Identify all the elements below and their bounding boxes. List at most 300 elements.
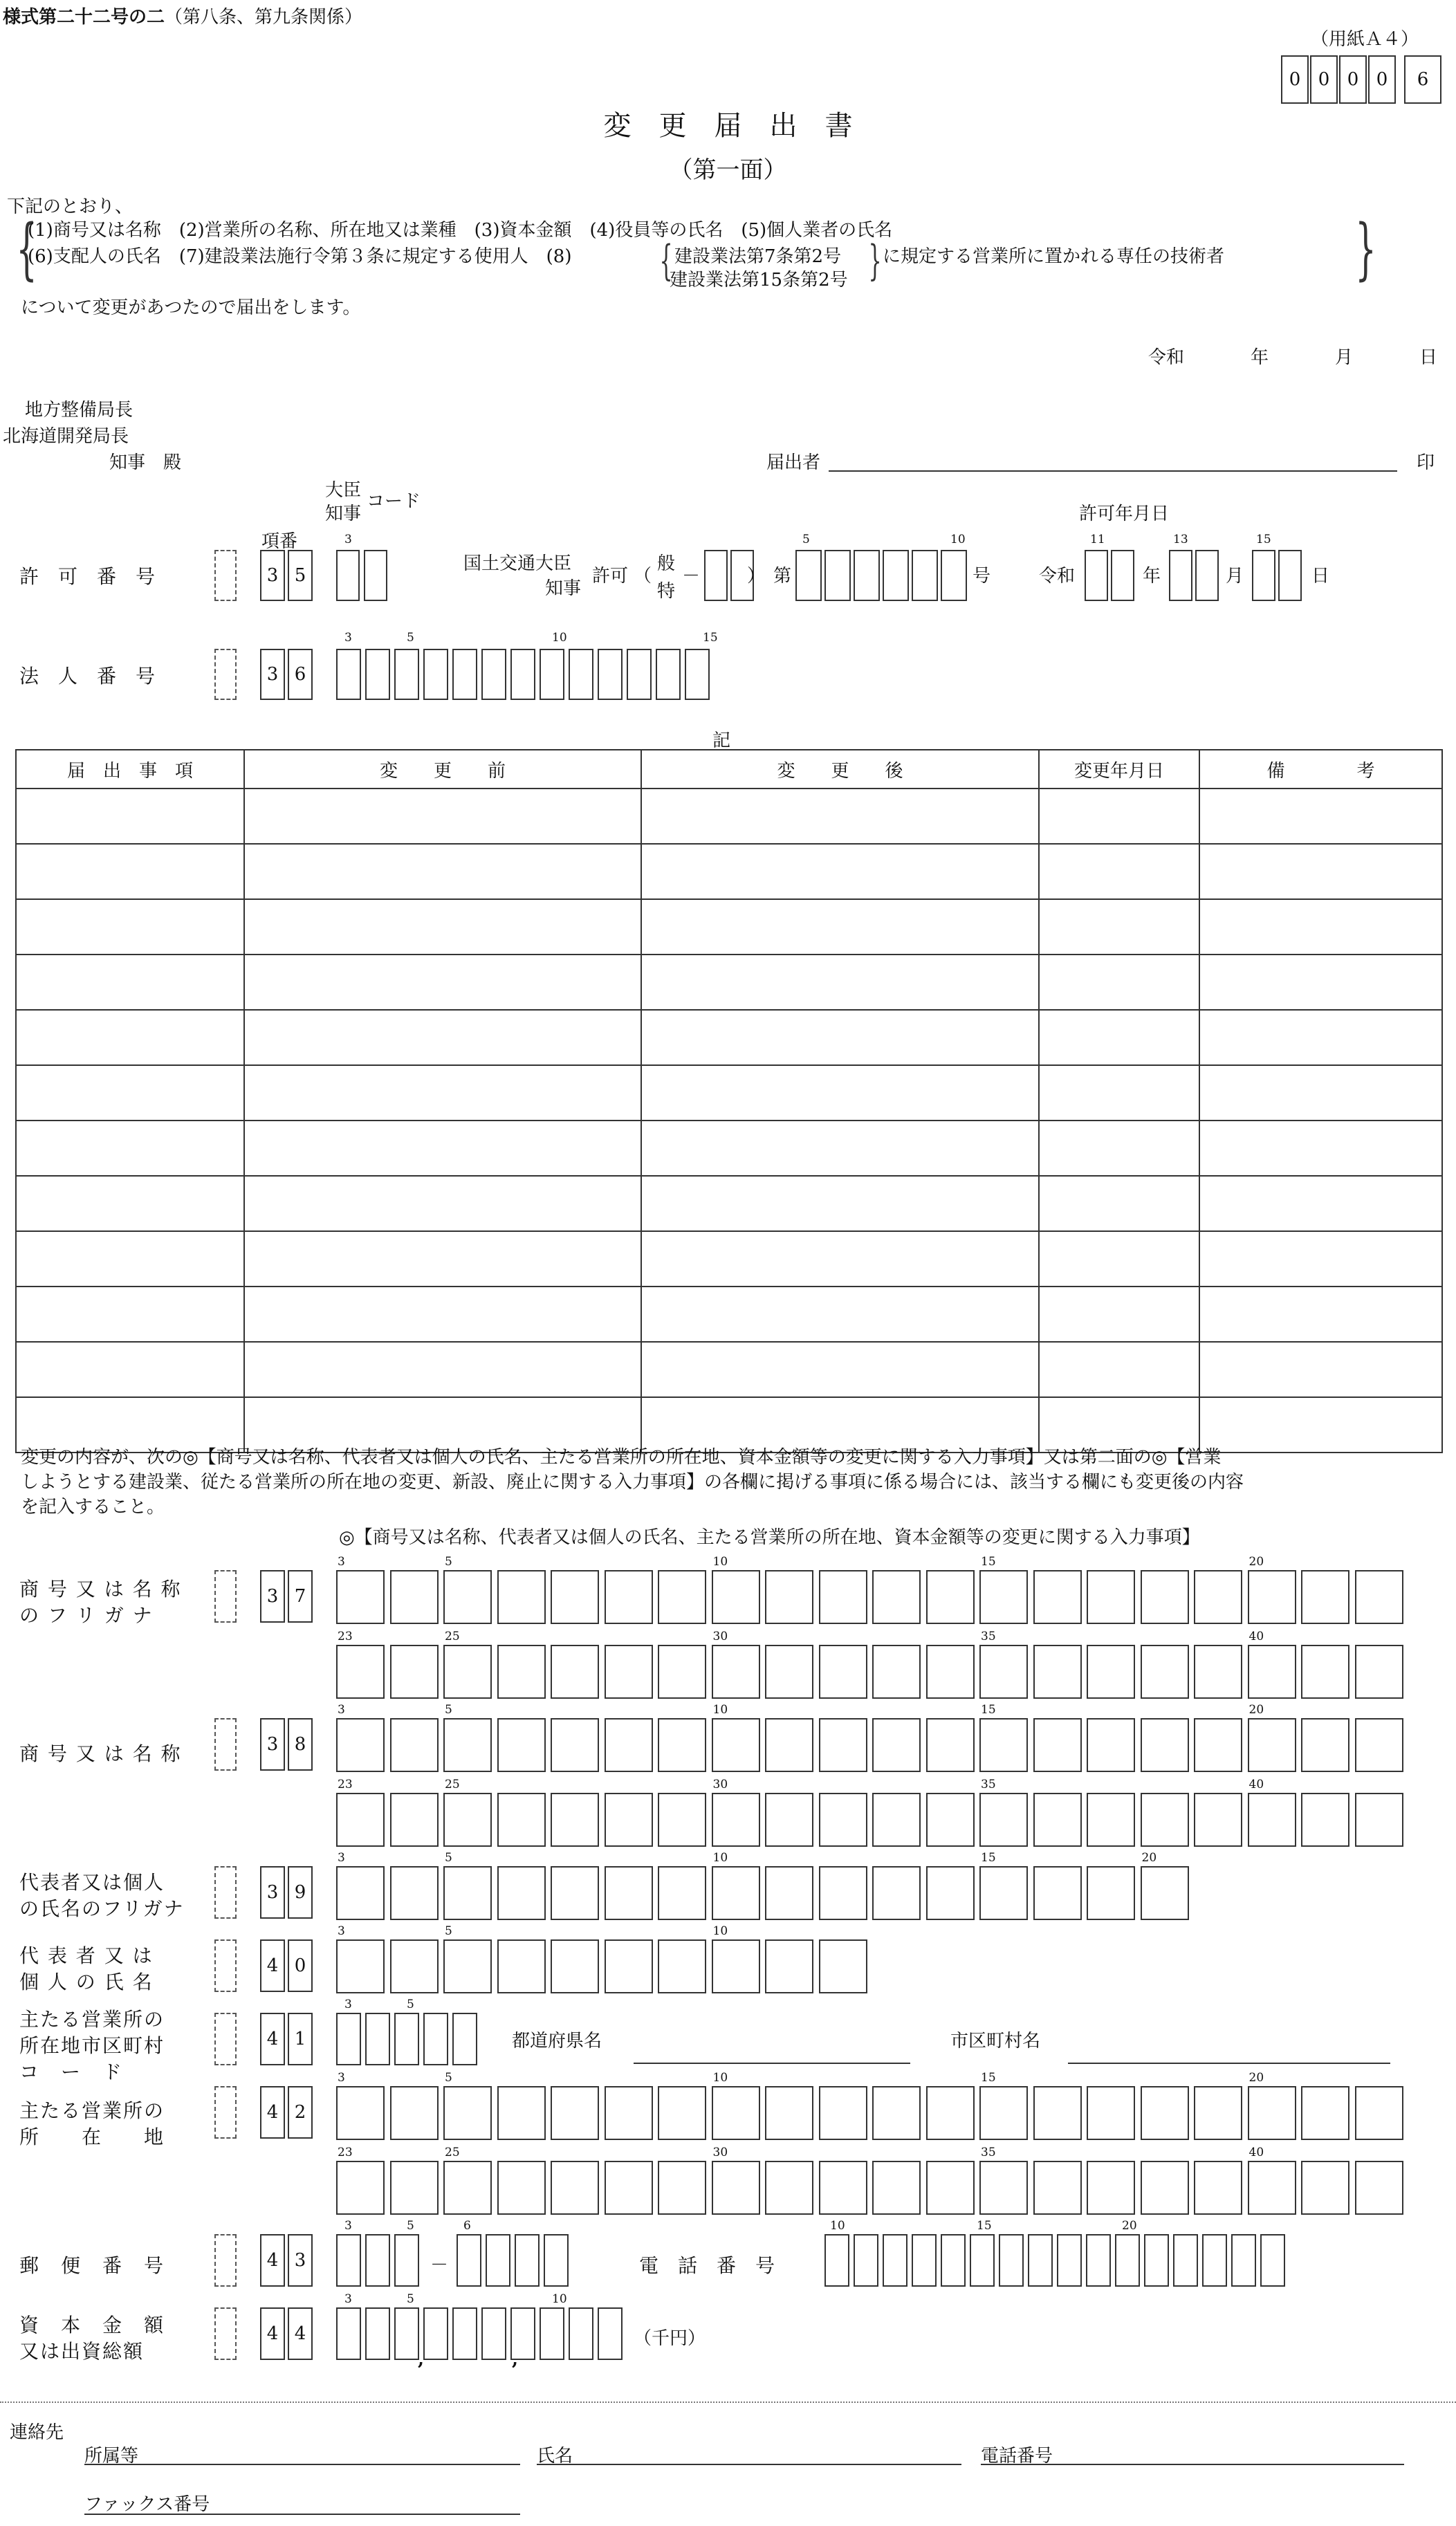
input-box[interactable] bbox=[605, 2161, 653, 2215]
input-box[interactable] bbox=[1355, 2161, 1403, 2215]
input-box[interactable] bbox=[926, 2161, 975, 2215]
input-box[interactable] bbox=[443, 1645, 492, 1699]
input-box[interactable] bbox=[1355, 1718, 1403, 1772]
input-box[interactable] bbox=[658, 1866, 706, 1920]
input-box[interactable] bbox=[1141, 2161, 1189, 2215]
input-box[interactable] bbox=[712, 2161, 760, 2215]
table-cell[interactable] bbox=[244, 1342, 641, 1397]
check-box[interactable] bbox=[214, 550, 237, 601]
fax-line[interactable] bbox=[84, 2514, 520, 2515]
table-cell[interactable] bbox=[244, 1231, 641, 1287]
input-box[interactable] bbox=[443, 1793, 492, 1847]
input-box[interactable] bbox=[497, 1645, 546, 1699]
note-line3: を記入すること。 bbox=[21, 1497, 165, 1518]
input-box[interactable] bbox=[1033, 1866, 1082, 1920]
input-box[interactable] bbox=[1087, 1645, 1135, 1699]
input-box[interactable] bbox=[656, 649, 681, 700]
input-box[interactable] bbox=[443, 1866, 492, 1920]
input-box[interactable] bbox=[872, 1645, 921, 1699]
prefecture-line[interactable] bbox=[634, 2063, 910, 2064]
input-box[interactable] bbox=[765, 2086, 813, 2140]
input-box[interactable] bbox=[1087, 1570, 1135, 1624]
input-box[interactable] bbox=[486, 2234, 510, 2287]
input-box[interactable] bbox=[979, 1645, 1028, 1699]
license-digit-box[interactable] bbox=[883, 550, 909, 601]
table-cell[interactable] bbox=[641, 789, 1039, 844]
column-header: 届 出 事 項 bbox=[16, 750, 244, 789]
input-box[interactable] bbox=[605, 2086, 653, 2140]
input-box[interactable] bbox=[497, 1793, 546, 1847]
table-cell[interactable] bbox=[16, 1342, 244, 1397]
input-box[interactable] bbox=[979, 1718, 1028, 1772]
license-year: 年 bbox=[1143, 566, 1161, 587]
input-box[interactable] bbox=[1033, 1645, 1082, 1699]
input-box[interactable] bbox=[443, 2086, 492, 2140]
input-box[interactable] bbox=[390, 2086, 439, 2140]
name-label: 氏名 bbox=[537, 2446, 573, 2467]
input-box[interactable] bbox=[336, 2161, 385, 2215]
kyoka-label: 許可 bbox=[592, 566, 629, 587]
city-line[interactable] bbox=[1068, 2063, 1390, 2064]
input-box[interactable] bbox=[605, 1866, 653, 1920]
input-box[interactable] bbox=[1141, 2086, 1189, 2140]
affiliation-line[interactable] bbox=[84, 2464, 520, 2465]
input-box[interactable] bbox=[443, 1718, 492, 1772]
input-box[interactable] bbox=[1087, 1718, 1135, 1772]
input-box[interactable] bbox=[926, 1645, 975, 1699]
input-box[interactable] bbox=[336, 1939, 385, 1993]
input-box[interactable] bbox=[497, 2161, 546, 2215]
table-cell[interactable] bbox=[641, 955, 1039, 1010]
input-box[interactable] bbox=[390, 1793, 439, 1847]
table-row bbox=[16, 1010, 1442, 1065]
input-box[interactable] bbox=[765, 1645, 813, 1699]
input-box[interactable] bbox=[336, 1570, 385, 1624]
input-box[interactable] bbox=[452, 2013, 477, 2065]
input-box[interactable] bbox=[712, 1866, 760, 1920]
input-box[interactable] bbox=[497, 1718, 546, 1772]
input-box[interactable] bbox=[540, 2307, 564, 2360]
input-box[interactable] bbox=[765, 1939, 813, 1993]
input-box[interactable] bbox=[423, 649, 448, 700]
table-cell[interactable] bbox=[1199, 1010, 1442, 1065]
input-box[interactable] bbox=[819, 1939, 867, 1993]
input-box[interactable] bbox=[1141, 1645, 1189, 1699]
table-cell[interactable] bbox=[1039, 844, 1199, 899]
input-box[interactable] bbox=[819, 1793, 867, 1847]
input-box[interactable] bbox=[970, 2234, 995, 2287]
table-cell[interactable] bbox=[1199, 1287, 1442, 1342]
open-paren: （ bbox=[634, 566, 652, 587]
input-box[interactable] bbox=[1202, 2234, 1227, 2287]
input-box[interactable] bbox=[394, 649, 419, 700]
table-cell[interactable] bbox=[16, 1065, 244, 1121]
input-box[interactable] bbox=[926, 1718, 975, 1772]
input-box[interactable] bbox=[1028, 2234, 1053, 2287]
table-cell[interactable] bbox=[16, 1176, 244, 1231]
check-box[interactable] bbox=[214, 2013, 237, 2065]
input-box[interactable] bbox=[1087, 2086, 1135, 2140]
input-box[interactable] bbox=[819, 1718, 867, 1772]
input-box[interactable] bbox=[765, 1570, 813, 1624]
table-cell[interactable] bbox=[244, 955, 641, 1010]
input-box[interactable] bbox=[605, 1718, 653, 1772]
table-cell[interactable] bbox=[1039, 1287, 1199, 1342]
field41-label1: 主たる営業所の bbox=[19, 2008, 165, 2031]
input-box[interactable] bbox=[658, 1570, 706, 1624]
input-box[interactable] bbox=[926, 1793, 975, 1847]
input-box[interactable] bbox=[883, 2234, 907, 2287]
input-box[interactable] bbox=[1194, 2086, 1242, 2140]
table-cell[interactable] bbox=[16, 789, 244, 844]
table-cell[interactable] bbox=[641, 1342, 1039, 1397]
table-cell[interactable] bbox=[244, 1121, 641, 1176]
input-box[interactable] bbox=[712, 1570, 760, 1624]
input-box[interactable] bbox=[1194, 1570, 1242, 1624]
table-cell[interactable] bbox=[1039, 1342, 1199, 1397]
tick: 10 bbox=[552, 631, 567, 645]
license-digit-box[interactable] bbox=[941, 550, 967, 601]
input-box[interactable] bbox=[765, 1718, 813, 1772]
table-cell[interactable] bbox=[244, 1065, 641, 1121]
input-box[interactable] bbox=[819, 1866, 867, 1920]
input-box[interactable] bbox=[1301, 1570, 1349, 1624]
input-box[interactable] bbox=[1301, 1793, 1349, 1847]
input-box[interactable] bbox=[551, 2161, 599, 2215]
input-box[interactable] bbox=[1248, 1645, 1296, 1699]
input-box[interactable] bbox=[926, 1570, 975, 1624]
input-box[interactable] bbox=[712, 2086, 760, 2140]
table-cell[interactable] bbox=[1199, 1121, 1442, 1176]
input-box[interactable] bbox=[605, 1793, 653, 1847]
table-cell[interactable] bbox=[16, 1231, 244, 1287]
input-box[interactable] bbox=[1301, 1645, 1349, 1699]
input-box[interactable] bbox=[540, 649, 564, 700]
table-cell[interactable] bbox=[244, 899, 641, 955]
input-box[interactable] bbox=[336, 2013, 361, 2065]
input-box[interactable] bbox=[1194, 1793, 1242, 1847]
input-box[interactable] bbox=[658, 1645, 706, 1699]
input-box[interactable] bbox=[481, 649, 506, 700]
input-box[interactable] bbox=[765, 1866, 813, 1920]
input-box[interactable] bbox=[1248, 1570, 1296, 1624]
input-box[interactable] bbox=[551, 1939, 599, 1993]
input-box[interactable] bbox=[497, 2086, 546, 2140]
table-cell[interactable] bbox=[244, 1010, 641, 1065]
input-box[interactable] bbox=[819, 1645, 867, 1699]
input-box[interactable] bbox=[551, 1718, 599, 1772]
input-box[interactable] bbox=[941, 2234, 966, 2287]
license-digit-box[interactable] bbox=[795, 550, 822, 601]
license-digit-box[interactable] bbox=[854, 550, 880, 601]
input-box[interactable] bbox=[423, 2013, 448, 2065]
table-cell[interactable] bbox=[1039, 955, 1199, 1010]
input-box[interactable] bbox=[544, 2234, 569, 2287]
input-box[interactable] bbox=[979, 1793, 1028, 1847]
table-cell[interactable] bbox=[641, 1287, 1039, 1342]
input-box[interactable] bbox=[1087, 1793, 1135, 1847]
input-box[interactable] bbox=[605, 1645, 653, 1699]
input-box[interactable] bbox=[1033, 2086, 1082, 2140]
input-box[interactable] bbox=[497, 1570, 546, 1624]
month-box[interactable] bbox=[1169, 550, 1192, 601]
input-box[interactable] bbox=[1141, 1793, 1189, 1847]
input-box[interactable] bbox=[1141, 1718, 1189, 1772]
input-box[interactable] bbox=[510, 649, 535, 700]
input-box[interactable] bbox=[394, 2307, 419, 2360]
input-box[interactable] bbox=[819, 2086, 867, 2140]
input-box[interactable] bbox=[457, 2234, 481, 2287]
input-box[interactable] bbox=[1033, 1793, 1082, 1847]
input-box[interactable] bbox=[336, 1718, 385, 1772]
month-box[interactable] bbox=[1195, 550, 1219, 601]
table-cell[interactable] bbox=[1199, 844, 1442, 899]
check-box[interactable] bbox=[214, 1939, 237, 1992]
check-box[interactable] bbox=[214, 2234, 237, 2287]
table-cell[interactable] bbox=[1039, 1231, 1199, 1287]
input-box[interactable] bbox=[452, 649, 477, 700]
table-cell[interactable] bbox=[641, 1010, 1039, 1065]
input-box[interactable] bbox=[1033, 2161, 1082, 2215]
input-box[interactable] bbox=[1231, 2234, 1256, 2287]
input-box[interactable] bbox=[765, 2161, 813, 2215]
input-box[interactable] bbox=[1248, 2086, 1296, 2140]
input-box[interactable] bbox=[551, 2086, 599, 2140]
check-box[interactable] bbox=[214, 1718, 237, 1771]
kind-box[interactable] bbox=[704, 550, 728, 601]
input-box[interactable] bbox=[872, 1570, 921, 1624]
tick-label: 20 bbox=[1122, 2219, 1137, 2233]
input-box[interactable] bbox=[1194, 1645, 1242, 1699]
input-box[interactable] bbox=[336, 649, 361, 700]
table-cell[interactable] bbox=[641, 1176, 1039, 1231]
input-box[interactable] bbox=[365, 2234, 390, 2287]
input-box[interactable] bbox=[1087, 1866, 1135, 1920]
input-box[interactable] bbox=[872, 1793, 921, 1847]
day-box[interactable] bbox=[1278, 550, 1302, 601]
input-box[interactable] bbox=[1033, 1570, 1082, 1624]
input-box[interactable] bbox=[515, 2234, 540, 2287]
input-box[interactable] bbox=[598, 2307, 623, 2360]
input-box[interactable] bbox=[979, 2086, 1028, 2140]
input-box[interactable] bbox=[390, 1866, 439, 1920]
table-cell[interactable] bbox=[16, 955, 244, 1010]
input-box[interactable] bbox=[1087, 2161, 1135, 2215]
input-box[interactable] bbox=[658, 1939, 706, 1993]
table-cell[interactable] bbox=[16, 1287, 244, 1342]
input-box[interactable] bbox=[824, 2234, 849, 2287]
input-box[interactable] bbox=[452, 2307, 477, 2360]
input-box[interactable] bbox=[1301, 2161, 1349, 2215]
input-box[interactable] bbox=[1194, 1718, 1242, 1772]
day-box[interactable] bbox=[1252, 550, 1275, 601]
year-box[interactable] bbox=[1111, 550, 1134, 601]
input-box[interactable] bbox=[481, 2307, 506, 2360]
input-box[interactable] bbox=[336, 1866, 385, 1920]
input-box[interactable] bbox=[551, 1793, 599, 1847]
input-box[interactable] bbox=[912, 2234, 937, 2287]
input-box[interactable] bbox=[712, 1939, 760, 1993]
input-box[interactable] bbox=[598, 649, 623, 700]
table-cell[interactable] bbox=[244, 1176, 641, 1231]
input-box[interactable] bbox=[872, 2086, 921, 2140]
input-box[interactable] bbox=[765, 1793, 813, 1847]
input-box[interactable] bbox=[712, 1645, 760, 1699]
input-box[interactable] bbox=[551, 1866, 599, 1920]
input-box[interactable] bbox=[1260, 2234, 1285, 2287]
input-box[interactable] bbox=[394, 2013, 419, 2065]
table-cell[interactable] bbox=[16, 1121, 244, 1176]
table-cell[interactable] bbox=[641, 1231, 1039, 1287]
applicant-line[interactable] bbox=[829, 470, 1397, 472]
input-box[interactable] bbox=[605, 1570, 653, 1624]
table-cell[interactable] bbox=[1199, 1342, 1442, 1397]
input-box[interactable] bbox=[1141, 1570, 1189, 1624]
input-box[interactable] bbox=[999, 2234, 1024, 2287]
check-box[interactable] bbox=[214, 2307, 237, 2360]
input-box[interactable] bbox=[1301, 2086, 1349, 2140]
table-cell[interactable] bbox=[244, 1287, 641, 1342]
input-box[interactable] bbox=[1173, 2234, 1198, 2287]
input-box[interactable] bbox=[926, 1866, 975, 1920]
table-cell[interactable] bbox=[1039, 1176, 1199, 1231]
table-cell[interactable] bbox=[244, 844, 641, 899]
table-cell[interactable] bbox=[1199, 899, 1442, 955]
table-cell[interactable] bbox=[16, 1010, 244, 1065]
input-box[interactable] bbox=[423, 2307, 448, 2360]
input-box[interactable] bbox=[394, 2234, 419, 2287]
code-box[interactable] bbox=[364, 550, 387, 601]
check-box[interactable] bbox=[214, 1570, 237, 1623]
input-box[interactable] bbox=[712, 1793, 760, 1847]
input-box[interactable] bbox=[443, 1570, 492, 1624]
input-box[interactable] bbox=[872, 1866, 921, 1920]
input-box[interactable] bbox=[819, 1570, 867, 1624]
input-box[interactable] bbox=[819, 2161, 867, 2215]
item-digit: 4 bbox=[260, 2307, 285, 2360]
input-box[interactable] bbox=[658, 1793, 706, 1847]
table-cell[interactable] bbox=[641, 1065, 1039, 1121]
name-line[interactable] bbox=[537, 2464, 961, 2465]
column-header: 変 更 後 bbox=[641, 750, 1039, 789]
item-digit: 0 bbox=[288, 1939, 313, 1992]
input-box[interactable] bbox=[712, 1718, 760, 1772]
input-box[interactable] bbox=[336, 2234, 361, 2287]
table-cell[interactable] bbox=[1039, 789, 1199, 844]
input-box[interactable] bbox=[1355, 1645, 1403, 1699]
table-cell[interactable] bbox=[1199, 1397, 1442, 1453]
tick-label: 5 bbox=[445, 1703, 452, 1717]
table-cell[interactable] bbox=[1199, 1065, 1442, 1121]
input-box[interactable] bbox=[979, 1570, 1028, 1624]
phone-contact-line[interactable] bbox=[981, 2464, 1404, 2465]
license-digit-box[interactable] bbox=[824, 550, 851, 601]
table-cell[interactable] bbox=[1039, 1065, 1199, 1121]
input-box[interactable] bbox=[390, 1645, 439, 1699]
input-box[interactable] bbox=[979, 2161, 1028, 2215]
input-box[interactable] bbox=[1194, 2161, 1242, 2215]
input-box[interactable] bbox=[979, 1866, 1028, 1920]
table-row bbox=[16, 1287, 1442, 1342]
input-box[interactable] bbox=[1115, 2234, 1140, 2287]
input-box[interactable] bbox=[569, 649, 593, 700]
input-box[interactable] bbox=[551, 1570, 599, 1624]
table-cell[interactable] bbox=[641, 899, 1039, 955]
table-cell[interactable] bbox=[1199, 1231, 1442, 1287]
input-box[interactable] bbox=[390, 1570, 439, 1624]
input-box[interactable] bbox=[1057, 2234, 1082, 2287]
table-cell[interactable] bbox=[1039, 1121, 1199, 1176]
input-box[interactable] bbox=[658, 2161, 706, 2215]
input-box[interactable] bbox=[627, 649, 652, 700]
input-box[interactable] bbox=[1033, 1718, 1082, 1772]
input-box[interactable] bbox=[336, 1645, 385, 1699]
input-box[interactable] bbox=[1355, 2086, 1403, 2140]
input-box[interactable] bbox=[336, 2307, 361, 2360]
input-box[interactable] bbox=[390, 1939, 439, 1993]
input-box[interactable] bbox=[390, 2161, 439, 2215]
input-box[interactable] bbox=[365, 2013, 390, 2065]
check-box[interactable] bbox=[214, 2086, 237, 2139]
input-box[interactable] bbox=[1301, 1718, 1349, 1772]
input-box[interactable] bbox=[336, 1793, 385, 1847]
license-digit-box[interactable] bbox=[912, 550, 938, 601]
table-cell[interactable] bbox=[16, 899, 244, 955]
input-box[interactable] bbox=[854, 2234, 878, 2287]
input-box[interactable] bbox=[390, 1718, 439, 1772]
input-box[interactable] bbox=[497, 1939, 546, 1993]
input-box[interactable] bbox=[605, 1939, 653, 1993]
year-box[interactable] bbox=[1085, 550, 1108, 601]
table-cell[interactable] bbox=[16, 844, 244, 899]
table-cell[interactable] bbox=[641, 844, 1039, 899]
table-cell[interactable] bbox=[641, 1121, 1039, 1176]
input-box[interactable] bbox=[365, 2307, 390, 2360]
input-box[interactable] bbox=[336, 2086, 385, 2140]
check-box[interactable] bbox=[214, 1866, 237, 1919]
input-box[interactable] bbox=[872, 2161, 921, 2215]
input-box[interactable] bbox=[1355, 1793, 1403, 1847]
code-box[interactable] bbox=[336, 550, 360, 601]
input-box[interactable] bbox=[1141, 1866, 1189, 1920]
input-box[interactable] bbox=[685, 649, 710, 700]
table-cell[interactable] bbox=[1199, 789, 1442, 844]
input-box[interactable] bbox=[658, 1718, 706, 1772]
table-cell[interactable] bbox=[1199, 1176, 1442, 1231]
input-box[interactable] bbox=[1144, 2234, 1169, 2287]
table-cell[interactable] bbox=[244, 789, 641, 844]
table-row bbox=[16, 1342, 1442, 1397]
input-box[interactable] bbox=[1355, 1570, 1403, 1624]
input-box[interactable] bbox=[497, 1866, 546, 1920]
input-box[interactable] bbox=[1086, 2234, 1111, 2287]
input-box[interactable] bbox=[569, 2307, 593, 2360]
input-box[interactable] bbox=[926, 2086, 975, 2140]
input-box[interactable] bbox=[443, 1939, 492, 1993]
input-box[interactable] bbox=[1248, 1718, 1296, 1772]
input-box[interactable] bbox=[443, 2161, 492, 2215]
table-cell[interactable] bbox=[1199, 955, 1442, 1010]
input-box[interactable] bbox=[658, 2086, 706, 2140]
input-box[interactable] bbox=[551, 1645, 599, 1699]
input-box[interactable] bbox=[872, 1718, 921, 1772]
table-cell[interactable] bbox=[1039, 1010, 1199, 1065]
input-box[interactable] bbox=[1248, 1793, 1296, 1847]
input-box[interactable] bbox=[1248, 2161, 1296, 2215]
table-cell[interactable] bbox=[1039, 899, 1199, 955]
input-box[interactable] bbox=[365, 649, 390, 700]
check-box[interactable] bbox=[214, 649, 237, 700]
